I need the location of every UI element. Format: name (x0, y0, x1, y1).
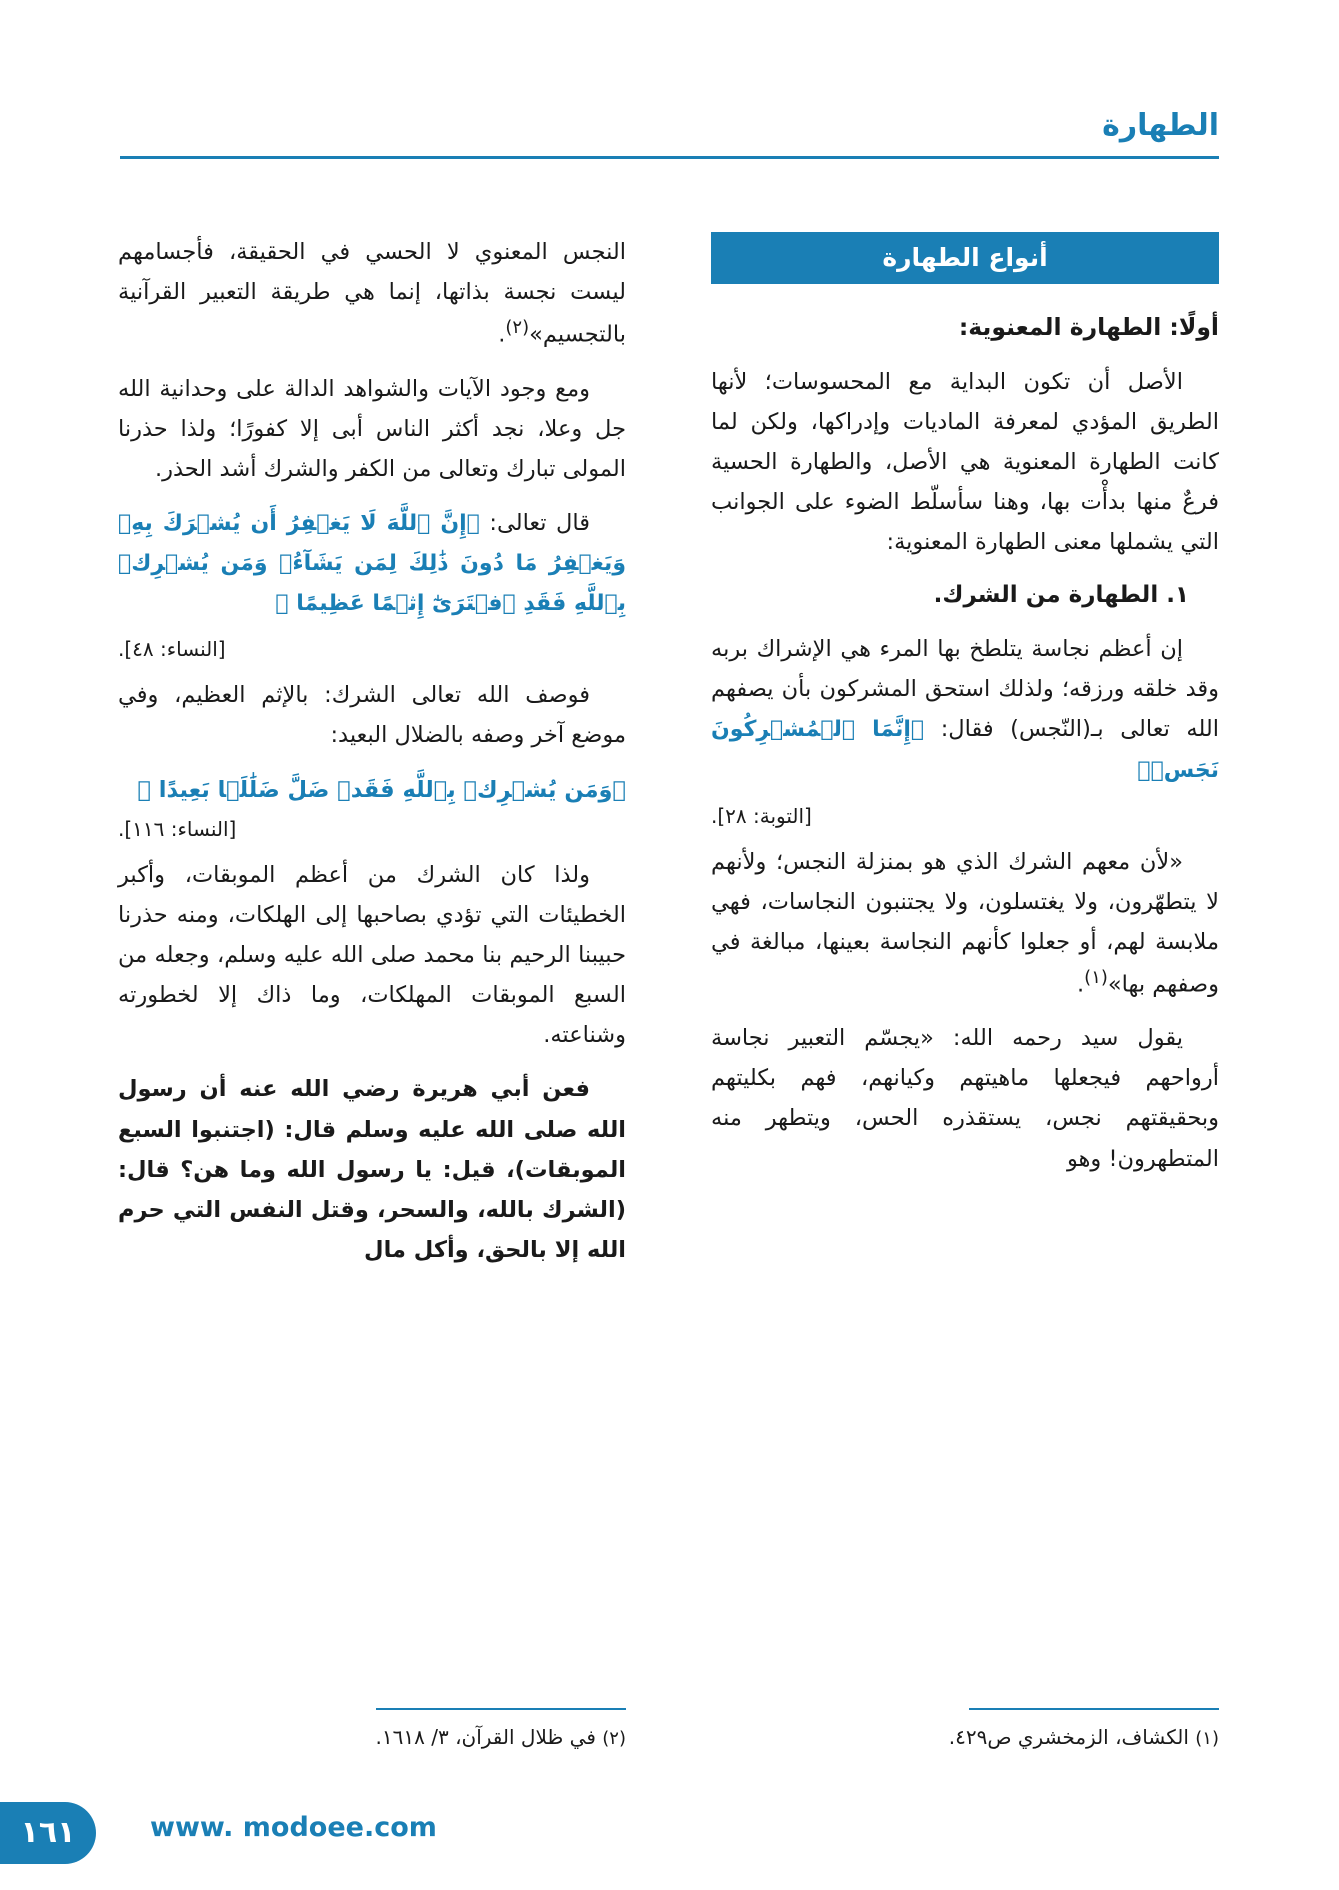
paragraph (711, 842, 1219, 1005)
footnotes-area (118, 1708, 1219, 1768)
paragraph (118, 503, 626, 623)
footnote-divider (376, 1708, 626, 1710)
footnote-text: في ظلال القرآن، ٣/ ١٦١٨. (375, 1725, 596, 1749)
footnote-number: (٢) (602, 1728, 626, 1749)
page-footer (0, 1802, 1339, 1872)
paragraph-text: إن أعظم نجاسة يتلطخ بها المرء هي الإشراك بربه وقد خلقه ورزقه؛ ولذلك استحق المشركون بأن يصفهم الله تعالى بـ(النّجس) فقال: (711, 636, 1220, 743)
paragraph: فوصف الله تعالى الشرك: بالإثم العظيم، وفي موضع آخر وصفه بالضلال البعيد: (118, 682, 626, 749)
footnote-entry (711, 1722, 1219, 1752)
subsection-heading: أولًا: الطهارة المعنوية: (958, 313, 1219, 341)
paragraph: يقول سيد رحمه الله: «يجسّم التعبير نجاسة أرواحهم فيجعلها ماهيتهم وكيانهم، فهم بكليتهم وبحقيقتهم نجس، يستقذره الحس، ويتطهر منه المتطهرون! وهو (711, 1025, 1219, 1172)
two-column-body (118, 232, 1219, 1700)
paragraph-text-end: . (498, 321, 506, 348)
verse-reference: [النساء: ٤٨]. (118, 637, 226, 662)
footnote-right (711, 1708, 1219, 1752)
paragraph (118, 232, 626, 355)
section-banner: أنواع الطهارة (711, 232, 1219, 284)
footnote-entry (118, 1722, 626, 1752)
quran-verse: ﴿وَمَن يُشۡرِكۡ بِٱللَّهِ فَقَدۡ ضَلَّ ضَلَٰلَۢا بَعِيدًا ﴾ (137, 777, 626, 804)
paragraph: فعن أبي هريرة رضي الله عنه أن رسول الله صلى الله عليه وسلم قال: (اجتنبوا السبع الموبقات)، قيل: يا رسول الله وما هن؟ قال: (الشرك بالله، والسحر، وقتل النفس التي حرم الله إلا بالحق، وأكل مال (118, 1076, 626, 1263)
quran-verse: ﴿إِنَّمَا ٱلۡمُشۡرِكُونَ نَجَسٞ﴾ (711, 717, 1219, 783)
quran-verse: ﴿إِنَّ ٱللَّهَ لَا يَغۡفِرُ أَن يُشۡرَكَ بِهِۦ وَيَغۡفِرُ مَا دُونَ ذَٰلِكَ لِمَن يَشَآءُۚ وَمَن يُشۡرِكۡ بِٱللَّهِ فَقَدِ ٱفۡتَرَىٰٓ إِثۡمًا عَظِيمًا ﴾ (118, 510, 626, 617)
header-title: الطهارة (1102, 108, 1219, 143)
paragraph-text-end: . (1077, 971, 1085, 998)
page-number: ١٦١ (0, 1802, 96, 1864)
footnote-number: (١) (1195, 1728, 1219, 1749)
footnote-divider (969, 1708, 1219, 1710)
page-header (120, 108, 1219, 168)
left-text-column (118, 232, 626, 1284)
paragraph: الأصل أن تكون البداية مع المحسوسات؛ لأنها الطريق المؤدي لمعرفة الماديات وإدراكها، ولكن لما كانت الطهارة المعنوية هي الأصل، والطهارة الحسية فرعٌ منها بدأْت بها، وهنا سأسلّط الضوء على الجوانب التي يشملها معنى الطهارة المعنوية: (711, 368, 1219, 556)
site-url[interactable]: www. modoee.com (150, 1812, 437, 1843)
footnote-marker: (١) (1084, 966, 1108, 988)
header-divider (120, 156, 1219, 159)
verse-reference: [التوبة: ٢٨]. (711, 803, 812, 828)
right-text-column (711, 232, 1219, 1193)
paragraph-text: النجس المعنوي لا الحسي في الحقيقة، فأجسامهم ليست نجسة بذاتها، إنما هي طريقة التعبير القرآنية بالتجسيم» (118, 239, 626, 348)
paragraph: ولذا كان الشرك من أعظم الموبقات، وأكبر الخطيئات التي تؤدي بصاحبها إلى الهلكات، ومنه حذرنا حبيبنا الرحيم بنا محمد صلى الله عليه وسلم، وجعله من السبع الموبقات المهلكات، وما ذاك إلا لخطورته وشناعته. (118, 862, 626, 1049)
paragraph (711, 629, 1219, 789)
footnote-text: الكشاف، الزمخشري ص٤٢٩. (948, 1725, 1189, 1749)
numbered-list-item: ١. الطهارة من الشرك. (933, 582, 1189, 609)
paragraph-text: «لأن معهم الشرك الذي هو بمنزلة النجس؛ ولأنهم لا يتطهّرون، ولا يغتسلون، ولا يجتنبون النجاسات، فهي ملابسة لهم، أو جعلوا كأنهم النجاسة بعينها، مبالغة في وصفهم بها» (711, 848, 1219, 998)
verse-reference: [النساء: ١١٦]. (118, 817, 237, 842)
paragraph: ومع وجود الآيات والشواهد الدالة على وحدانية الله جل وعلا، نجد أكثر الناس أبى إلا كفورًا؛ ولذا حذرنا المولى تبارك وتعالى من الكفر والشرك أشد الحذر. (118, 375, 626, 482)
footnote-marker: (٢) (505, 317, 530, 339)
paragraph-text: قال تعالى: (489, 509, 590, 536)
footnote-left (118, 1708, 626, 1752)
